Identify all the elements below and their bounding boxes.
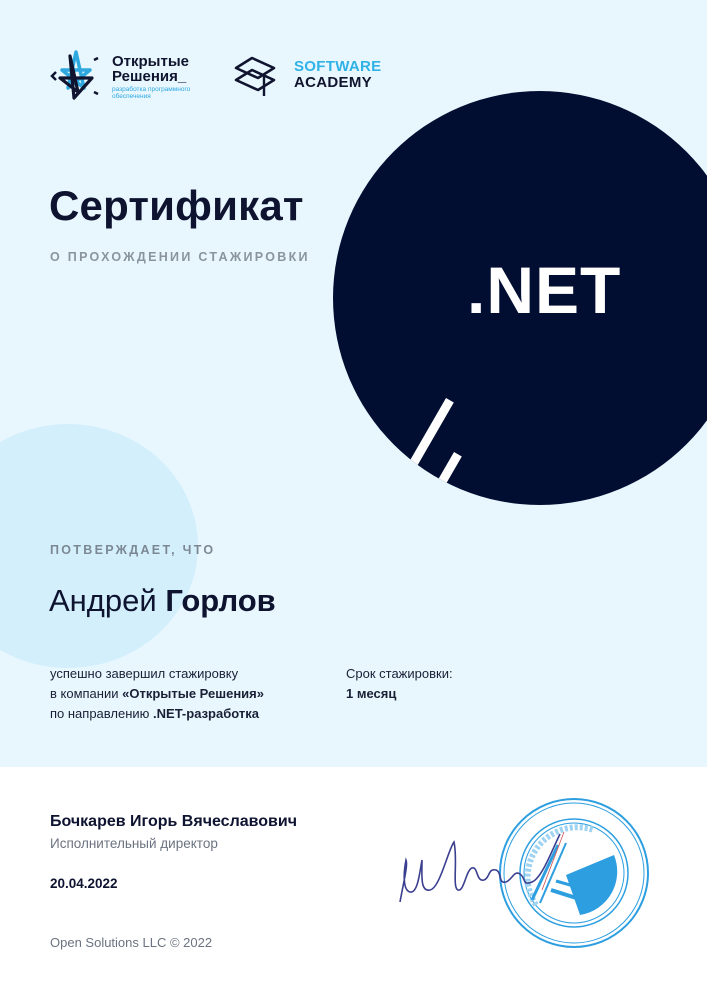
decorative-slash: [434, 452, 462, 491]
open-solutions-name-line2: Решения_: [112, 68, 187, 85]
signatory-name: Бочкарев Игорь Вячеславович: [50, 813, 297, 830]
recipient-last-name: Горлов: [165, 583, 276, 618]
software-academy-line1: SOFTWARE: [294, 58, 382, 75]
signature-icon: [392, 830, 572, 910]
term-label: Срок стажировки:: [346, 666, 453, 681]
signatory-role: Исполнительный директор: [50, 836, 218, 851]
description-line1: успешно завершил стажировку: [50, 666, 239, 681]
software-academy-line2: ACADEMY: [294, 74, 372, 91]
software-academy-logo: [232, 52, 381, 98]
internship-term: [346, 664, 453, 704]
net-badge-circle: [333, 91, 707, 505]
issue-date: 20.04.2022: [50, 876, 118, 891]
certificate-subtitle: О ПРОХОЖДЕНИИ СТАЖИРОВКИ: [50, 250, 310, 264]
completion-description: [50, 664, 264, 724]
confirms-label: ПОТВЕРЖДАЕТ, ЧТО: [50, 543, 216, 557]
direction-name: .NET-разработка: [153, 706, 259, 721]
description-line2: [50, 684, 264, 704]
open-solutions-name-line1: Открытые: [112, 53, 189, 70]
company-name: «Открытые Решения»: [122, 686, 264, 701]
graduation-cap-icon: [232, 52, 284, 98]
certificate-title: Сертификат: [49, 182, 304, 229]
open-solutions-logo: [48, 48, 202, 104]
open-solutions-tagline: разработка программного обеспечения: [112, 86, 191, 100]
description-line2-prefix: в компании: [50, 686, 123, 701]
recipient-name: [49, 583, 276, 619]
net-badge-text: .NET: [467, 253, 622, 327]
description-line3-prefix: по направлению: [50, 706, 154, 721]
term-value: 1 месяц: [346, 686, 397, 701]
star-logo-icon: [48, 48, 104, 104]
description-line3: [50, 704, 264, 724]
recipient-first-name: Андрей: [49, 583, 157, 618]
footer-copyright: Open Solutions LLC © 2022: [50, 935, 213, 950]
